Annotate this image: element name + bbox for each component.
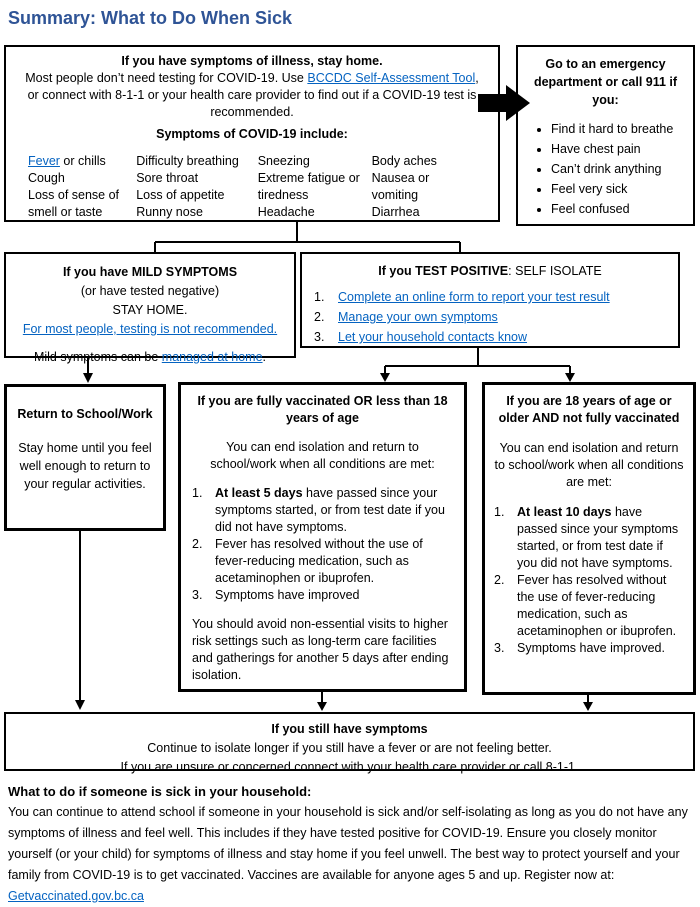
household-body: You can continue to attend school if someone in your household is sick and/or self-isolating as long as you do not have any symptoms of illness and feel well. This includes if they have tested positive for COVID-19. Ensure you closely monitor yourself (or your child) for symptoms of illness and stay home if you feel unwell. The best way to protect yourself and your family from COVID-19 is to get vaccinated. Vaccines are available for anyone ages 5 and up. Register now at:	[8, 805, 688, 882]
down-arrow-icon	[75, 700, 85, 710]
symptoms-column-2	[136, 153, 257, 221]
positive-step-item	[314, 327, 666, 347]
positive-step-item	[314, 307, 666, 327]
symptom-item: Body aches	[371, 154, 437, 168]
household-heading: What to do if someone is sick in your household:	[8, 784, 312, 799]
condition-item	[494, 504, 684, 572]
down-arrow-icon	[583, 702, 593, 711]
positive-heading-bold: If you TEST POSITIVE	[378, 264, 509, 278]
symptom-item: Sore throat	[136, 171, 199, 185]
condition-text	[215, 536, 453, 587]
condition-number: 2.	[192, 537, 203, 551]
page-title: Summary: What to Do When Sick	[8, 8, 293, 28]
condition-number: 3.	[494, 641, 505, 655]
condition-number: 3.	[192, 588, 203, 602]
symptom-item: Difficulty breathing	[136, 154, 239, 168]
symptom-item: Diarrhea	[371, 205, 420, 219]
condition-text	[517, 640, 684, 657]
vaccinated-conditions-list	[192, 485, 453, 604]
symptom-item: Loss of sense of smell or taste	[28, 188, 120, 219]
symptom-item: Sneezing	[257, 154, 310, 168]
symptoms-column-4	[372, 153, 476, 221]
down-arrow-icon	[380, 373, 390, 382]
condition-item	[192, 587, 453, 604]
emergency-bullet-list	[524, 119, 687, 219]
managed-line-after: .	[262, 350, 267, 364]
condition-item	[494, 572, 684, 640]
positive-heading-rest: : SELF ISOLATE	[508, 264, 602, 278]
unvaccinated-conditions-list	[494, 504, 684, 657]
mild-box-line: STAY HOME.	[112, 303, 188, 317]
condition-number: 1.	[494, 505, 505, 519]
condition-rest: Symptoms have improved.	[517, 641, 665, 655]
condition-text	[215, 485, 453, 536]
unvaccinated-box-heading: If you are 18 years of age or older AND not fully vaccinated	[498, 394, 680, 425]
household-contacts-link[interactable]: Let your household contacts know	[338, 330, 528, 344]
vaccinated-box	[178, 382, 467, 692]
condition-text	[517, 504, 684, 572]
symptom-item: Runny nose	[136, 205, 203, 219]
test-positive-box	[300, 252, 680, 348]
testing-not-recommended-link[interactable]: For most people, testing is not recommended.	[22, 322, 278, 336]
symptom-item: Loss of appetite	[136, 188, 225, 202]
return-box-heading: Return to School/Work	[17, 407, 153, 421]
mild-box-managed-line	[6, 348, 294, 367]
condition-rest: Symptoms have improved	[215, 588, 360, 602]
down-arrow-icon	[565, 373, 575, 382]
symptoms-box-heading: If you have symptoms of illness, stay home.	[121, 54, 383, 68]
emergency-box-heading: Go to an emergency department or call 911 if you:	[533, 57, 678, 107]
down-arrow-icon	[83, 373, 93, 383]
fever-suffix: or chills	[59, 154, 106, 168]
emergency-bullet-item: • Can’t drink anything	[551, 159, 687, 179]
vaccinated-box-heading: If you are fully vaccinated OR less than 18 years of age	[197, 394, 448, 425]
symptom-item: Headache	[257, 205, 315, 219]
vaccinated-box-intro: You can end isolation and return to school/work when all conditions are met:	[210, 440, 435, 471]
symptoms-column-3	[258, 153, 372, 221]
unvaccinated-box-intro: You can end isolation and return to school/work when all conditions are met:	[494, 441, 684, 489]
down-arrow-icon	[317, 702, 327, 711]
condition-item	[192, 485, 453, 536]
condition-item	[494, 640, 684, 657]
symptom-item: Cough	[28, 171, 65, 185]
condition-rest: have passed since your symptoms started, or from test date if you did not have symptoms.	[215, 486, 445, 534]
step-number: 1.	[314, 290, 325, 304]
condition-item	[192, 536, 453, 587]
mild-box-line: (or have tested negative)	[80, 284, 220, 298]
emergency-bullet-item: • Have chest pain	[551, 139, 687, 159]
symptoms-box	[4, 45, 500, 222]
still-symptoms-box	[4, 712, 695, 774]
positive-step-item	[314, 287, 666, 307]
condition-number: 2.	[494, 573, 505, 587]
mild-symptoms-box	[4, 252, 296, 364]
condition-rest: Fever has resolved without the use of fever-reducing medication, such as acetaminophen or ibuprofen.	[517, 573, 677, 638]
symptom-item: Nausea or vomiting	[371, 171, 430, 202]
emergency-bullet-item: • Feel confused	[551, 199, 687, 219]
return-box-body: Stay home until you feel well enough to return to your regular activities.	[18, 441, 152, 491]
condition-text	[517, 572, 684, 640]
household-link-line	[8, 886, 694, 907]
managed-at-home-link[interactable]: managed at home	[161, 350, 263, 364]
unvaccinated-box	[482, 382, 696, 695]
managed-line-before: Mild symptoms can be	[33, 350, 162, 364]
condition-rest: Fever has resolved without the use of fever-reducing medication, such as acetaminophen or ibuprofen.	[215, 537, 423, 585]
fever-link[interactable]: Fever	[28, 154, 60, 168]
vaccinated-box-footer: You should avoid non-essential visits to higher risk settings such as long-term care facilities and gatherings for another 5 days after ending isolation.	[192, 617, 449, 682]
step-number: 3.	[314, 330, 325, 344]
still-box-line: Continue to isolate longer if you still have a fever or are not feeling better.	[147, 741, 552, 755]
symptoms-box-intro	[21, 70, 483, 121]
bccdc-self-assessment-link[interactable]: BCCDC Self-Assessment Tool	[307, 71, 476, 85]
emergency-bullet-item: • Feel very sick	[551, 179, 687, 199]
mild-box-heading: If you have MILD SYMPTOMS	[62, 265, 238, 279]
still-box-line: If you are unsure or concerned connect with your health care provider or call 8-1-1.	[120, 760, 579, 774]
step-number: 2.	[314, 310, 325, 324]
positive-box-heading	[314, 262, 666, 280]
still-box-heading: If you still have symptoms	[271, 722, 428, 736]
emergency-box	[516, 45, 695, 226]
condition-bold: At least 10 days	[517, 505, 612, 519]
testing-not-recommended-link-line	[6, 320, 294, 339]
condition-rest: have passed since your symptoms started, or from test date if you did not have symptoms.	[517, 505, 679, 570]
return-box	[4, 384, 166, 531]
symptom-item: Extreme fatigue or tiredness	[257, 171, 360, 202]
condition-number: 1.	[192, 486, 203, 500]
condition-bold: At least 5 days	[215, 486, 303, 500]
report-test-result-link[interactable]: Complete an online form to report your test result	[338, 290, 610, 304]
symptoms-list-heading: Symptoms of COVID-19 include:	[156, 127, 348, 141]
symptoms-columns	[16, 153, 488, 221]
intro-text-before: Most people don’t need testing for COVID-19. Use	[25, 71, 308, 85]
emergency-bullet-item: • Find it hard to breathe	[551, 119, 687, 139]
intro-text-after: , or connect with 8-1-1 or your health care provider to find out if a COVID-19 test is recommended.	[27, 71, 479, 119]
household-section	[8, 781, 694, 907]
condition-text	[215, 587, 453, 604]
manage-symptoms-link[interactable]: Manage your own symptoms	[338, 310, 498, 324]
symptom-item	[28, 153, 136, 170]
symptoms-column-1	[28, 153, 136, 221]
getvaccinated-link[interactable]: Getvaccinated.gov.bc.ca	[8, 889, 144, 903]
